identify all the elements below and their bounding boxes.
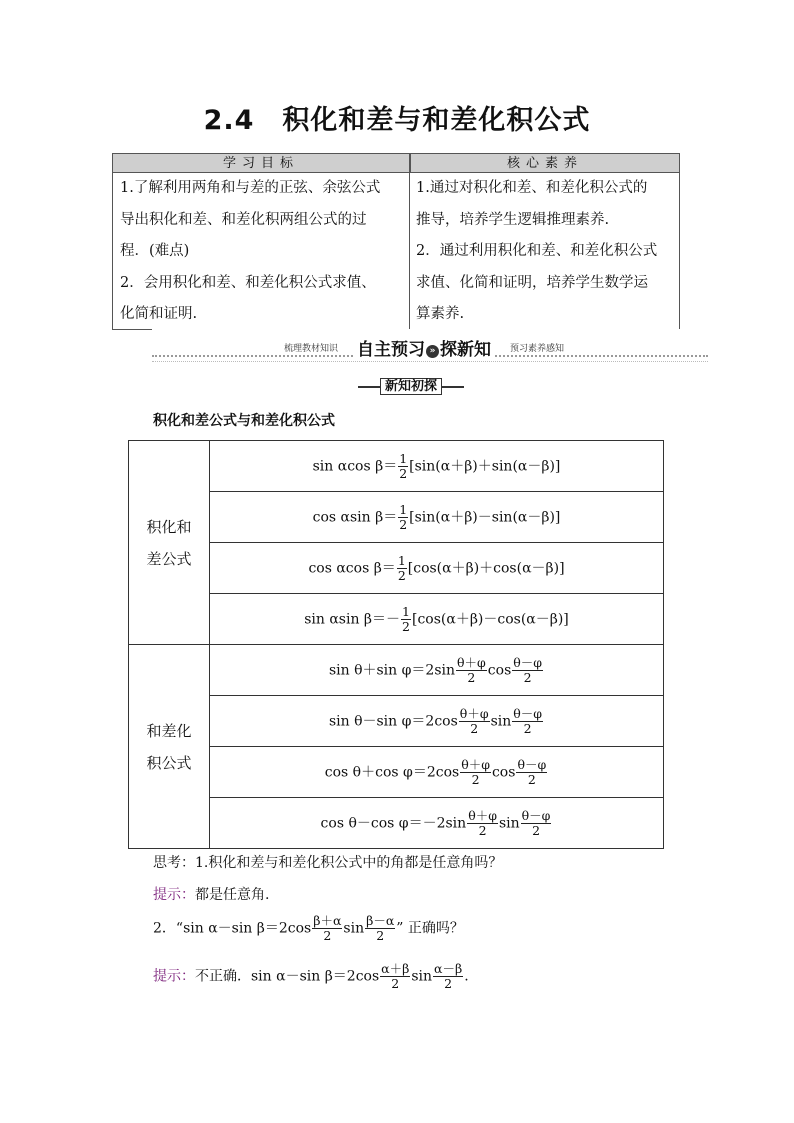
- question-tail: ” 正确吗？: [396, 920, 464, 937]
- denominator: 2: [467, 669, 476, 685]
- fraction: [398, 452, 408, 481]
- formula-lhs: cos αsin β＝: [312, 509, 398, 525]
- formula-mid: sin: [498, 815, 520, 831]
- section-banner: [152, 338, 708, 360]
- banner-right-text: 预习素养感知: [510, 344, 565, 354]
- formula-rhs: [cos(α＋β)－cos(α－β)]: [411, 611, 569, 627]
- denominator: 2: [471, 771, 480, 787]
- denominator: 2: [527, 771, 536, 787]
- numerator: θ＋φ: [461, 756, 490, 772]
- fraction: [512, 656, 543, 685]
- hint-label: 提示：: [153, 887, 195, 903]
- hint-text: 不正确．sin α－sin β＝2cos: [195, 968, 380, 985]
- literacy-line: 2．通过利用积化和差、和差化积公式: [416, 243, 658, 259]
- denominator: 2: [397, 567, 406, 583]
- learning-goals-header: 学习目标: [112, 153, 410, 173]
- numerator: θ－φ: [517, 756, 547, 772]
- page-title: [0, 98, 794, 137]
- numerator: θ＋φ: [457, 654, 486, 670]
- group-label-line: 差公式: [146, 549, 192, 568]
- numerator: β－α: [366, 913, 395, 928]
- denominator: 2: [470, 720, 479, 736]
- denominator: 2: [478, 822, 487, 838]
- formula-lhs: sin αsin β＝－: [304, 611, 401, 627]
- fraction: [365, 914, 395, 943]
- denominator: 2: [323, 928, 332, 943]
- question-text: 2．“sin α－sin β＝2cos: [153, 920, 312, 937]
- formula-p4: [210, 594, 664, 645]
- table-corner-rule: [112, 329, 152, 330]
- question-2: [153, 914, 464, 943]
- banner-left-text: 梳理教材知识: [284, 344, 339, 354]
- numerator: 1: [399, 450, 408, 466]
- numerator: θ－φ: [521, 807, 551, 823]
- literacy-line: 推导，培养学生逻辑推理素养.: [416, 211, 610, 228]
- numerator: θ－φ: [513, 654, 543, 670]
- numerator: θ＋φ: [459, 705, 489, 721]
- sum-to-product-label: [129, 645, 210, 849]
- fraction: [401, 605, 411, 634]
- fraction: [312, 914, 342, 943]
- formula-lhs: cos θ＋cos φ＝2cos: [324, 764, 460, 780]
- denominator: 2: [444, 976, 453, 991]
- formula-p1: [210, 441, 664, 492]
- goal-line: 化简和证明.: [120, 306, 198, 322]
- goal-line: 1.了解利用两角和与差的正弦、余弦公式: [120, 180, 381, 196]
- formula-lhs: sin αcos β＝: [312, 458, 398, 474]
- formula-rhs: [sin(α＋β)－sin(α－β)]: [409, 509, 561, 525]
- fraction: [516, 758, 547, 787]
- formula-p2: [210, 492, 664, 543]
- group-label-line: 和差化: [146, 721, 192, 740]
- formula-lhs: sin θ＋sin φ＝2sin: [328, 662, 456, 678]
- fraction: [512, 707, 543, 736]
- formula-table: [128, 440, 664, 849]
- banner-main: [355, 335, 493, 360]
- core-literacy-text: [410, 173, 680, 329]
- section-title: 积化和差与和差化积公式: [282, 105, 591, 136]
- section-number: 2.4: [203, 105, 255, 136]
- literacy-line: 1.通过对积化和差、和差化积公式的: [416, 180, 648, 196]
- hint-mid: sin: [411, 968, 433, 985]
- denominator: 2: [523, 720, 532, 736]
- literacy-line: 算素养.: [416, 306, 465, 322]
- numerator: α－β: [434, 961, 463, 976]
- goals-table: [112, 153, 680, 329]
- banner-main-1: 自主预习: [357, 340, 425, 360]
- formula-rhs: [cos(α＋β)＋cos(α－β)]: [407, 560, 565, 576]
- denominator: 2: [532, 822, 541, 838]
- formula-rhs: [sin(α＋β)＋sin(α－β)]: [409, 458, 561, 474]
- goal-line: 导出积化和差、和差化积两组公式的过: [120, 211, 367, 228]
- fraction: [460, 758, 491, 787]
- question-1: 思考：1.积化和差与和差化积公式中的角都是任意角吗？: [153, 855, 503, 871]
- formula-lhs: cos αcos β＝: [308, 560, 396, 576]
- fraction: [397, 554, 407, 583]
- denominator: 2: [402, 618, 410, 634]
- formula-s4: [210, 798, 664, 849]
- tag-label: 新知初探: [380, 378, 442, 395]
- goal-line: 程．(难点): [120, 243, 190, 259]
- denominator: 2: [399, 465, 408, 481]
- numerator: θ－φ: [513, 705, 543, 721]
- formula-p3: [210, 543, 664, 594]
- formula-mid: cos: [491, 764, 516, 780]
- group-label-line: 积化和: [146, 517, 192, 536]
- literacy-line: 求值、化简和证明，培养学生数学运: [416, 274, 648, 291]
- arrow-icon: »: [426, 345, 439, 358]
- fraction: [433, 962, 463, 991]
- numerator: 1: [397, 552, 406, 568]
- subheading: 积化和差公式与和差化积公式: [153, 413, 335, 429]
- hint-text: 都是任意角.: [195, 887, 270, 903]
- denominator: 2: [399, 516, 408, 532]
- numerator: 1: [399, 501, 408, 517]
- hint-label: 提示：: [153, 968, 195, 985]
- denominator: 2: [376, 928, 385, 943]
- formula-s2: [210, 696, 664, 747]
- fraction: [459, 707, 490, 736]
- formula-lhs: sin θ－sin φ＝2cos: [328, 713, 458, 729]
- fraction: [380, 962, 410, 991]
- learning-goals-text: [112, 173, 410, 329]
- fraction: [398, 503, 408, 532]
- formula-s3: [210, 747, 664, 798]
- fraction: [456, 656, 487, 685]
- denominator: 2: [523, 669, 532, 685]
- hint-2: [153, 962, 469, 991]
- product-to-sum-label: [129, 441, 210, 645]
- fraction: [467, 809, 498, 838]
- formula-lhs: cos θ－cos φ＝－2sin: [320, 815, 467, 831]
- goal-line: 2．会用积化和差、和差化积公式求值、: [120, 274, 376, 291]
- fraction: [521, 809, 552, 838]
- denominator: 2: [391, 976, 400, 991]
- numerator: θ＋φ: [468, 807, 497, 823]
- hint-tail: .: [464, 968, 469, 985]
- numerator: 1: [402, 603, 410, 619]
- numerator: β＋α: [313, 913, 342, 928]
- hint-1: [153, 884, 269, 904]
- numerator: α＋β: [381, 961, 410, 976]
- new-knowledge-tag: [358, 378, 464, 396]
- formula-mid: sin: [490, 713, 512, 729]
- question-mid: sin: [343, 920, 365, 937]
- banner-main-2: 探新知: [440, 340, 491, 360]
- formula-s1: [210, 645, 664, 696]
- formula-mid: cos: [487, 662, 512, 678]
- core-literacy-header: 核心素养: [410, 153, 680, 173]
- group-label-line: 积公式: [146, 753, 192, 772]
